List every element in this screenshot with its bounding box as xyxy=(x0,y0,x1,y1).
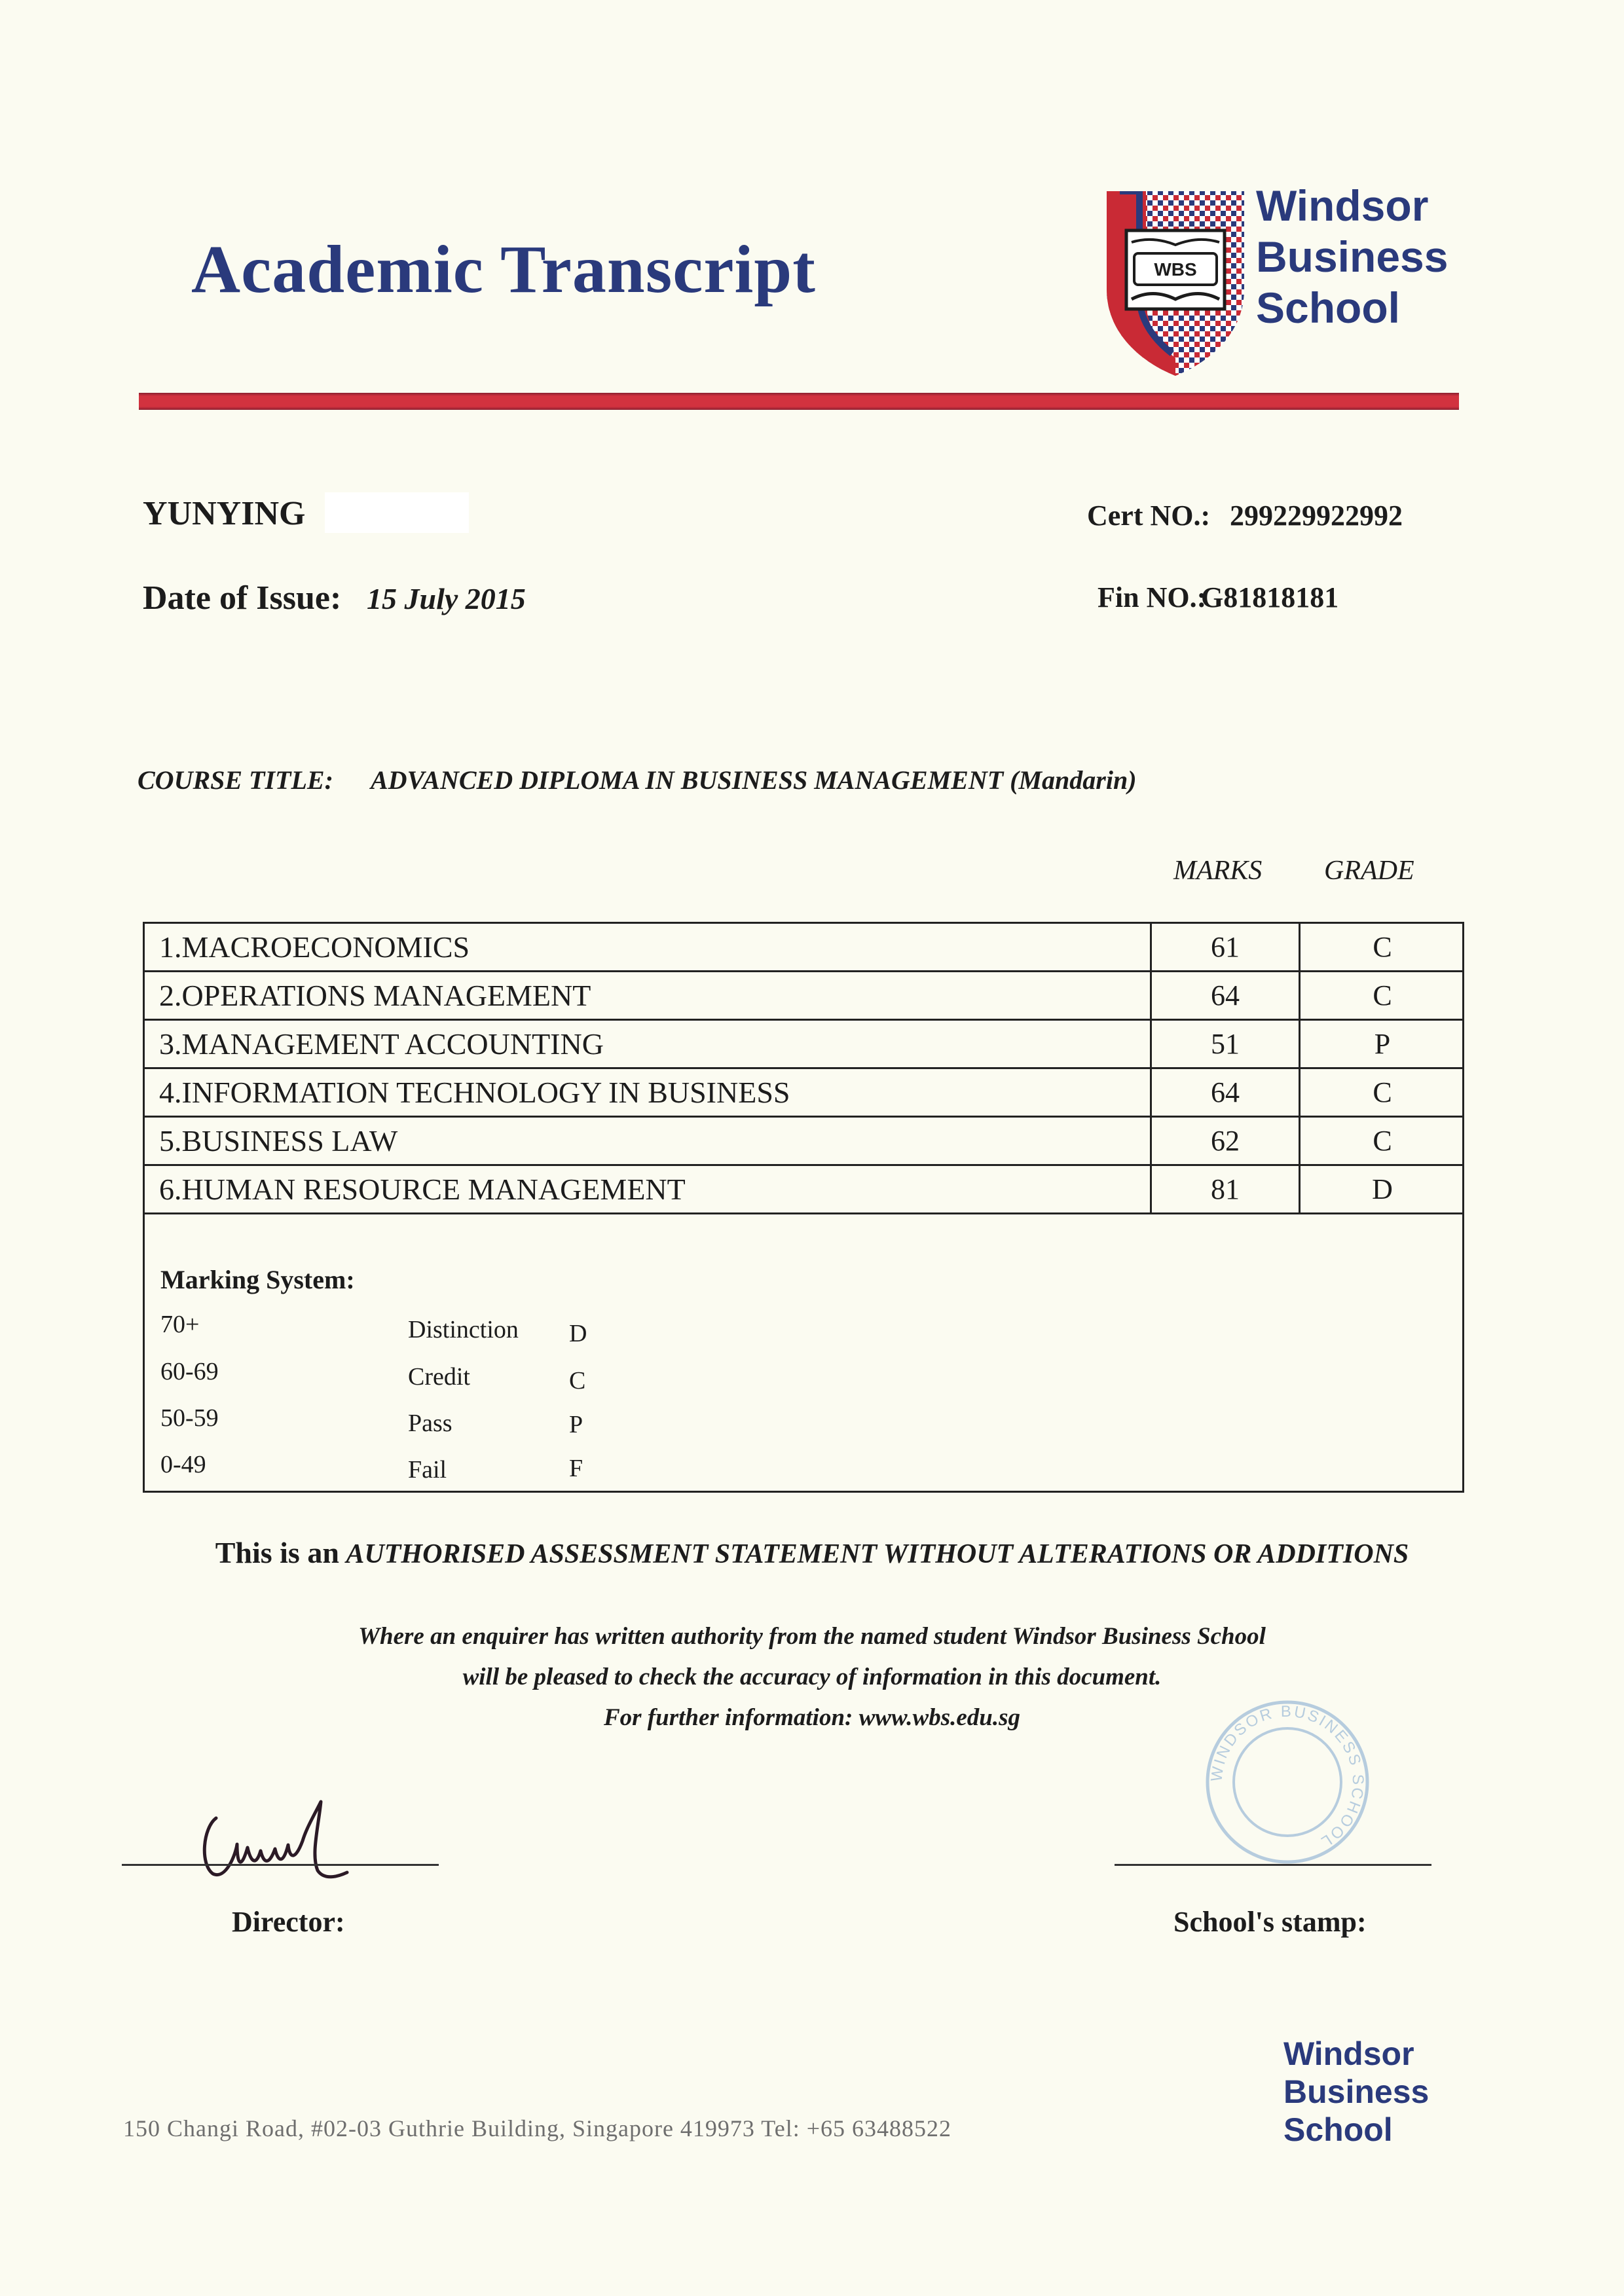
student-name: YUNYING xyxy=(143,495,306,532)
marking-label: Distinction xyxy=(408,1316,519,1343)
grade-cell: C xyxy=(1299,1069,1464,1116)
marking-grade: D xyxy=(569,1320,587,1347)
marking-label: Credit xyxy=(408,1363,470,1391)
cert-number-label: Cert NO.: xyxy=(1087,500,1211,532)
marks-cell: 51 xyxy=(1150,1021,1299,1067)
footer-school-wordmark xyxy=(1283,2035,1429,2149)
table-row xyxy=(145,972,1462,1021)
marking-system-title: Marking System: xyxy=(160,1265,355,1294)
issue-date-label: Date of Issue: xyxy=(143,579,342,617)
enquiry-note-line: Where an enquirer has written authority from the named student Windsor Business School xyxy=(358,1623,1266,1650)
school-logo-wordmark xyxy=(1256,180,1448,333)
grade-column-header: GRADE xyxy=(1324,856,1414,886)
marking-range: 0-49 xyxy=(160,1451,206,1478)
marking-range: 70+ xyxy=(160,1311,200,1338)
grade-cell: C xyxy=(1299,1118,1464,1164)
table-row xyxy=(145,924,1462,972)
footer-logo-line: Business xyxy=(1283,2073,1430,2110)
marks-cell: 62 xyxy=(1150,1118,1299,1164)
enquiry-note-line: For further information: www.wbs.edu.sg xyxy=(603,1704,1020,1731)
authorisation-statement xyxy=(0,1535,1624,1570)
subject-cell: 4.INFORMATION TECHNOLOGY IN BUSINESS xyxy=(159,1076,790,1109)
grade-cell: D xyxy=(1299,1166,1464,1212)
document-title: Academic Transcript xyxy=(191,232,816,307)
footer-logo-line: School xyxy=(1283,2111,1393,2148)
grade-cell: C xyxy=(1299,924,1464,970)
marking-range: 60-69 xyxy=(160,1358,219,1385)
grade-cell: P xyxy=(1299,1021,1464,1067)
table-row xyxy=(145,1069,1462,1118)
subject-cell: 1.MACROECONOMICS xyxy=(159,930,470,964)
fin-number-label: Fin NO.: xyxy=(1098,581,1207,613)
table-row xyxy=(145,1021,1462,1069)
stamp-ring-text: WINDSOR BUSINESS SCHOOL xyxy=(1208,1702,1367,1851)
school-stamp-label: School's stamp: xyxy=(1173,1906,1367,1938)
issue-date-value: 15 July 2015 xyxy=(367,582,526,615)
name-redaction xyxy=(325,492,469,533)
marks-column-header: MARKS xyxy=(1173,856,1263,886)
marks-cell: 64 xyxy=(1150,1069,1299,1116)
marking-label: Fail xyxy=(408,1456,447,1484)
enquiry-note-line: will be pleased to check the accuracy of information in this document. xyxy=(462,1664,1162,1690)
header-divider xyxy=(139,393,1459,410)
grade-cell: C xyxy=(1299,972,1464,1019)
marks-cell: 81 xyxy=(1150,1166,1299,1212)
statement-prefix: This is an xyxy=(215,1536,339,1569)
director-signature-icon xyxy=(190,1782,360,1893)
course-title-label: COURSE TITLE: xyxy=(138,765,333,795)
marking-grade: C xyxy=(569,1367,586,1394)
subject-cell: 5.BUSINESS LAW xyxy=(159,1124,398,1157)
marking-grade: F xyxy=(569,1455,583,1482)
subject-cell: 2.OPERATIONS MANAGEMENT xyxy=(159,979,591,1012)
footer-logo-line: Windsor xyxy=(1283,2035,1414,2072)
subject-cell: 6.HUMAN RESOURCE MANAGEMENT xyxy=(159,1173,686,1206)
stamp-signature-line xyxy=(1115,1864,1431,1866)
logo-line: Windsor xyxy=(1256,181,1429,230)
cert-number-value: 299229922992 xyxy=(1230,500,1403,532)
marking-label: Pass xyxy=(408,1410,452,1437)
fin-number-value: G81818181 xyxy=(1201,581,1339,613)
marks-cell: 61 xyxy=(1150,924,1299,970)
director-label: Director: xyxy=(232,1906,345,1938)
marks-cell: 64 xyxy=(1150,972,1299,1019)
marking-grade: P xyxy=(569,1411,583,1438)
school-crest-icon xyxy=(1100,185,1251,381)
statement-emphasis: AUTHORISED ASSESSMENT STATEMENT WITHOUT ALTERATIONS OR ADDITIONS xyxy=(346,1539,1409,1569)
logo-line: School xyxy=(1256,283,1401,332)
subject-cell: 3.MANAGEMENT ACCOUNTING xyxy=(159,1027,604,1061)
school-stamp-icon xyxy=(1196,1690,1379,1874)
results-table xyxy=(143,922,1464,1493)
director-signature-line xyxy=(122,1864,439,1866)
logo-line: Business xyxy=(1256,232,1449,281)
footer-address: 150 Changi Road, #02-03 Guthrie Building, Singapore 419973 Tel: +65 63488522 xyxy=(123,2115,952,2141)
crest-initials: WBS xyxy=(1154,259,1197,280)
table-row xyxy=(145,1118,1462,1166)
course-title-value: ADVANCED DIPLOMA IN BUSINESS MANAGEMENT (Mandarin) xyxy=(371,765,1137,795)
marking-range: 50-59 xyxy=(160,1404,219,1432)
table-row xyxy=(145,1166,1462,1214)
